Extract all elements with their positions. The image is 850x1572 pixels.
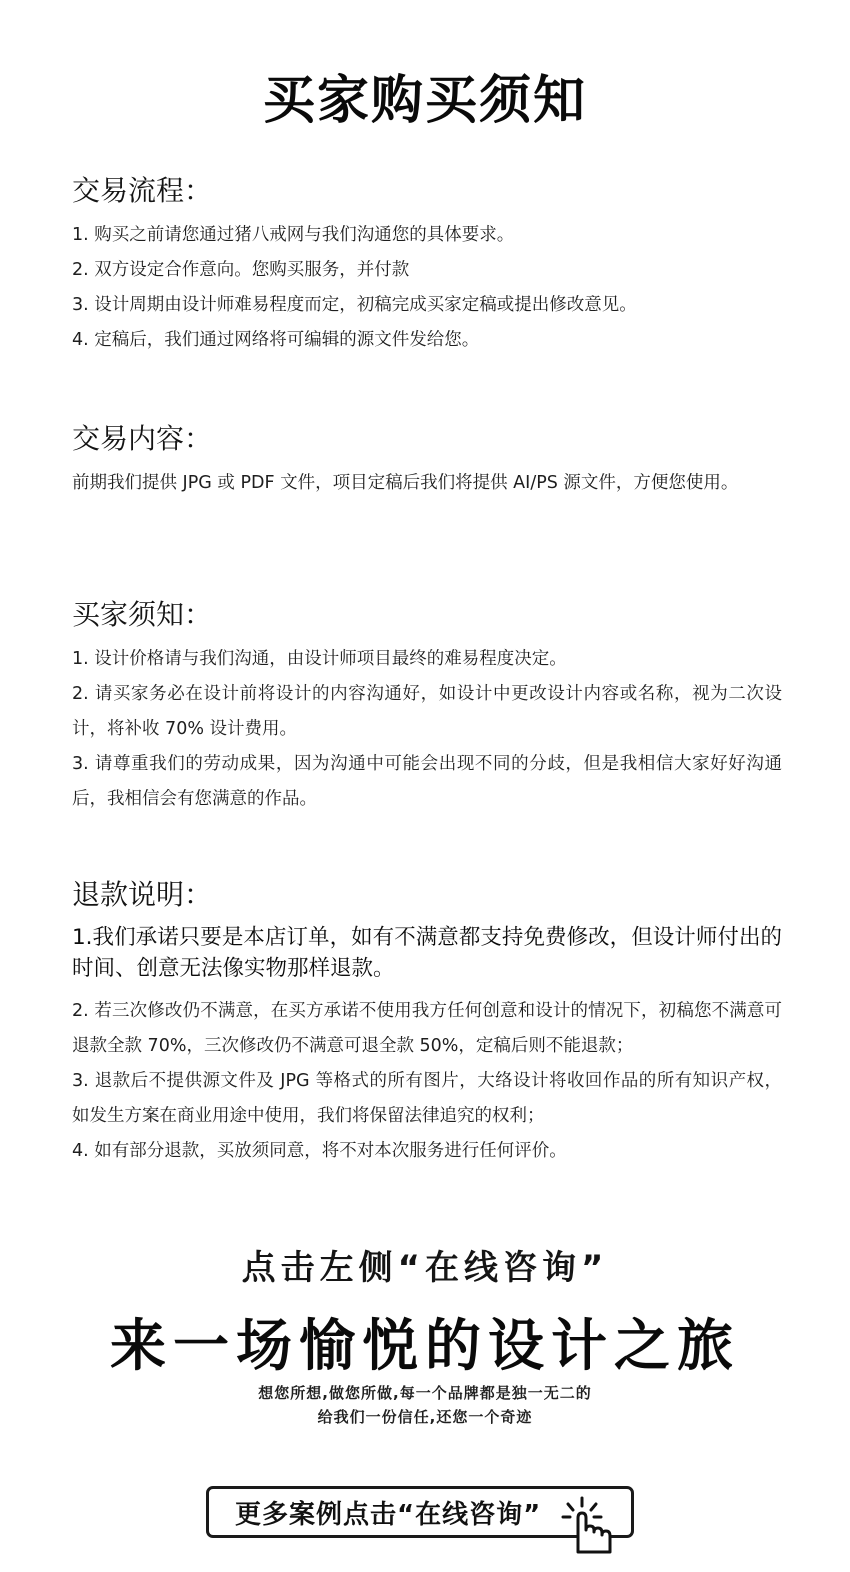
section-line: 3. 设计周期由设计师难易程度而定，初稿完成买家定稿或提出修改意见。 [72, 295, 637, 315]
section-line: 3. 请尊重我们的劳动成果，因为沟通中可能会出现不同的分歧，但是我相信大家好好沟通后，我相信会有您满意的作品。 [72, 754, 782, 809]
section-heading: 交易内容： [72, 422, 213, 455]
refund-highlight: 1.我们承诺只要是本店订单，如有不满意都支持免费修改，但设计师付出的时间、创意无法像实物那样退款。 [72, 925, 782, 981]
pointing-hand-icon [558, 1496, 624, 1556]
section-trade-process [72, 172, 782, 358]
section-heading: 交易流程： [72, 174, 213, 207]
section-buyer-notice [72, 596, 782, 817]
section-line: 2. 若三次修改仍不满意，在买方承诺不使用我方任何创意和设计的情况下，初稿您不满意可退款全款 70%，三次修改仍不满意可退全款 50%，定稿后则不能退款； [72, 1001, 782, 1056]
page-title: 买家购买须知 [262, 71, 587, 131]
cta-headline: 来一场愉悦的设计之旅 [110, 1314, 740, 1379]
cta-slogan: 给我们一份信任,还您一个奇迹 [317, 1408, 533, 1426]
section-line: 4. 如有部分退款，买放须同意，将不对本次服务进行任何评价。 [72, 1141, 567, 1161]
section-heading: 买家须知： [72, 598, 213, 631]
section-refund-policy [72, 876, 782, 1169]
cta-slogan: 想您所想,做您所做,每一个品牌都是独一无二的 [258, 1384, 592, 1402]
section-line: 4. 定稿后，我们通过网络将可编辑的源文件发给您。 [72, 330, 480, 350]
section-line: 3. 退款后不提供源文件及 JPG 等格式的所有图片，大络设计将收回作品的所有知识产权，如发生方案在商业用途中使用，我们将保留法律追究的权利； [72, 1071, 782, 1126]
section-line: 2. 双方设定合作意向。您购买服务，并付款 [72, 260, 410, 280]
section-line: 1. 设计价格请与我们沟通，由设计师项目最终的难易程度决定。 [72, 649, 567, 669]
cta-consult-hint: 点击左侧“在线咨询” [241, 1248, 609, 1288]
section-line: 2. 请买家务必在设计前将设计的内容沟通好，如设计中更改设计内容或名称，视为二次设计，将补收 70% 设计费用。 [72, 684, 782, 739]
section-line: 1. 购买之前请您通过猪八戒网与我们沟通您的具体要求。 [72, 225, 515, 245]
section-trade-content [72, 420, 782, 501]
section-line: 前期我们提供 JPG 或 PDF 文件，项目定稿后我们将提供 AI/PS 源文件，方便您使用。 [72, 473, 739, 493]
more-cases-button-label: 更多案例点击“在线咨询” [235, 1499, 542, 1530]
section-heading: 退款说明： [72, 878, 213, 911]
